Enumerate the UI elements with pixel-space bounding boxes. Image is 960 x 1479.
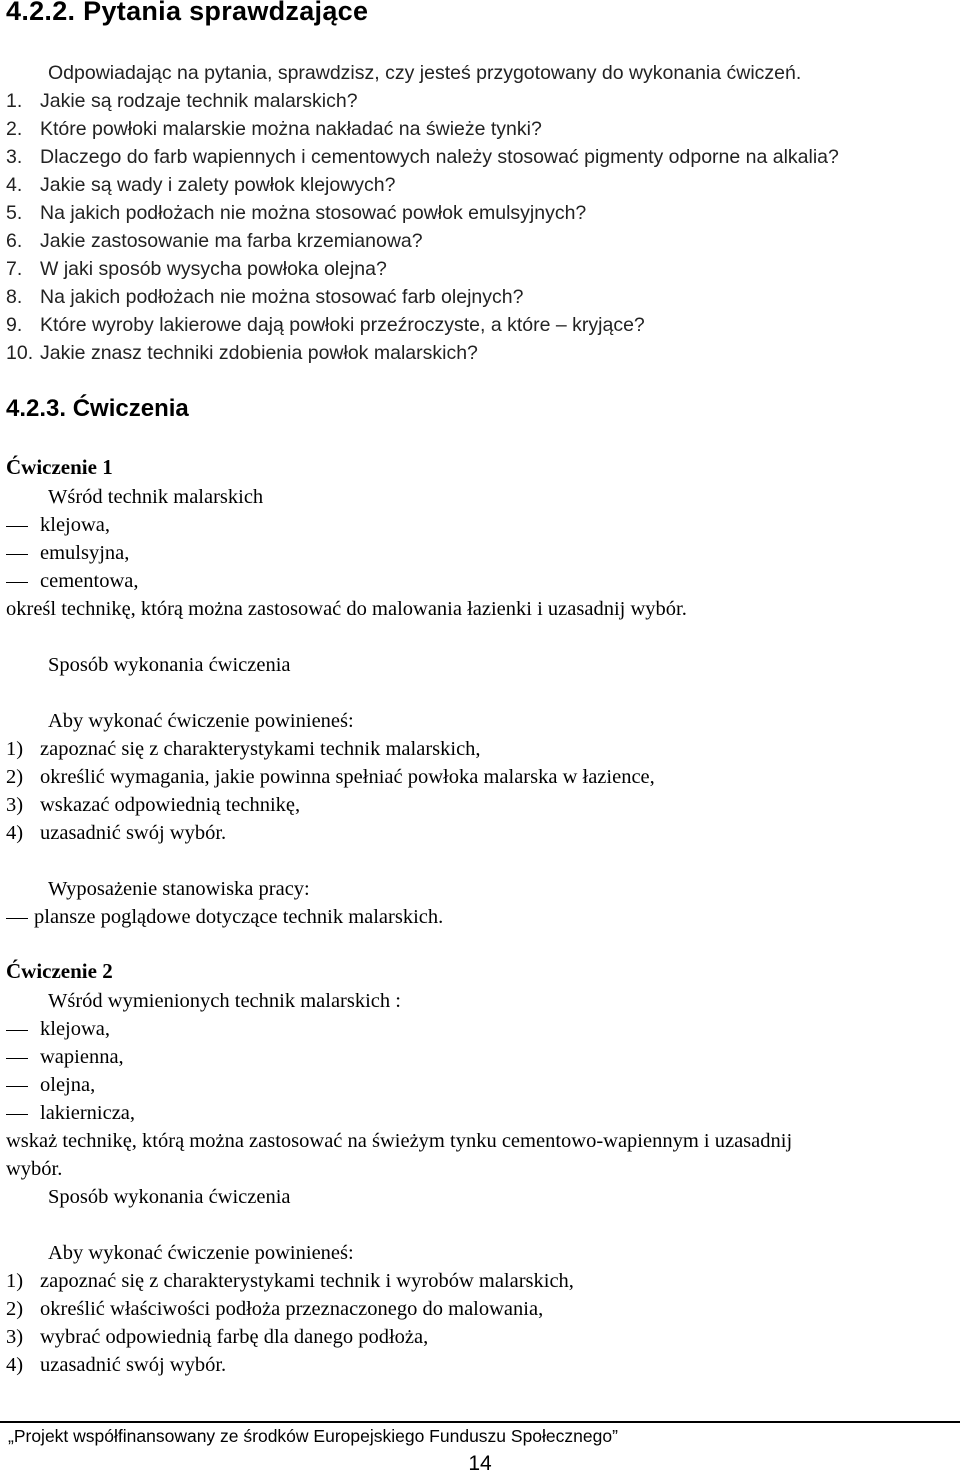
question-text: Jakie są wady i zalety powłok klejowych? (40, 174, 396, 196)
question-number: 10. (6, 342, 34, 364)
question-number: 6. (6, 230, 23, 252)
exercise-1-step: 1) zapoznać się z charakterystykami technik malarskich, (6, 738, 481, 760)
question-number: 9. (6, 314, 23, 336)
question-text: Na jakich podłożach nie można stosować farb olejnych? (40, 286, 524, 308)
dash-bullet-icon (6, 539, 40, 567)
exercise-2-option: klejowa, (6, 1015, 110, 1043)
exercise-2-task: wskaż technikę, którą można zastosować na świeżym tynku cementowo-wapiennym i uzasadnij (6, 1130, 793, 1152)
exercise-1-option: klejowa, (6, 511, 110, 539)
exercise-2-step: 2) określić właściwości podłoża przeznaczonego do malowania, (6, 1298, 544, 1320)
question-item (6, 143, 839, 171)
exercise-1-equipment-item: plansze poglądowe dotyczące technik malarskich. (6, 903, 443, 931)
question-text: Jakie znasz techniki zdobienia powłok malarskich? (40, 342, 478, 364)
question-text: Na jakich podłożach nie można stosować powłok emulsyjnych? (40, 202, 587, 224)
question-number: 4. (6, 174, 23, 196)
dash-bullet-icon (6, 567, 40, 595)
question-item (6, 171, 396, 199)
question-item (6, 339, 478, 367)
section-heading-exercises: 4.2.3. Ćwiczenia (6, 395, 189, 422)
exercise-2-option: lakiernicza, (6, 1099, 135, 1127)
exercise-2-step: 3) wybrać odpowiednią farbę dla danego podłoża, (6, 1326, 429, 1348)
exercise-2-intro: Wśród wymienionych technik malarskich : (48, 990, 401, 1012)
exercise-2-step: 4) uzasadnić swój wybór. (6, 1354, 227, 1376)
question-text: Które wyroby lakierowe dają powłoki przeźroczyste, a które – kryjące? (40, 314, 645, 336)
exercise-1-title: Ćwiczenie 1 (6, 455, 113, 479)
exercise-1-option: emulsyjna, (6, 539, 129, 567)
questions-intro: Odpowiadając na pytania, sprawdzisz, czy jesteś przygotowany do wykonania ćwiczeń. (48, 62, 802, 84)
question-item (6, 199, 586, 227)
exercise-2-option: olejna, (6, 1071, 95, 1099)
question-number: 1. (6, 90, 23, 112)
exercise-2-title: Ćwiczenie 2 (6, 959, 113, 983)
exercise-2-step: 1) zapoznać się z charakterystykami technik i wyrobów malarskich, (6, 1270, 574, 1292)
exercise-2-task-continued: wybór. (6, 1158, 63, 1180)
dash-bullet-icon (6, 1043, 40, 1071)
question-text: Jakie są rodzaje technik malarskich? (40, 90, 358, 112)
question-item (6, 87, 358, 115)
dash-bullet-icon (6, 1071, 40, 1099)
exercise-2-steps-intro: Aby wykonać ćwiczenie powinieneś: (48, 1242, 354, 1264)
question-number: 3. (6, 146, 23, 168)
dash-bullet-icon (6, 1099, 40, 1127)
section-heading-questions: 4.2.2. Pytania sprawdzające (6, 0, 369, 26)
exercise-1-option: cementowa, (6, 567, 138, 595)
exercise-1-steps-intro: Aby wykonać ćwiczenie powinieneś: (48, 710, 354, 732)
question-text: Jakie zastosowanie ma farba krzemianowa? (40, 230, 423, 252)
dash-bullet-icon (6, 903, 34, 931)
exercise-1-method-heading: Sposób wykonania ćwiczenia (48, 654, 291, 676)
question-text: W jaki sposób wysycha powłoka olejna? (40, 258, 387, 280)
question-text: Które powłoki malarskie można nakładać na świeże tynki? (40, 118, 542, 140)
exercise-1-step: 3) wskazać odpowiednią technikę, (6, 794, 301, 816)
question-number: 5. (6, 202, 23, 224)
footer-project-text: „Projekt współfinansowany ze środków Europejskiego Funduszu Społecznego” (8, 1426, 618, 1446)
exercise-1-step: 2) określić wymagania, jakie powinna spełniać powłoka malarska w łazience, (6, 766, 655, 788)
exercise-2-method-heading: Sposób wykonania ćwiczenia (48, 1186, 291, 1208)
question-text: Dlaczego do farb wapiennych i cementowych należy stosować pigmenty odporne na alkalia? (40, 146, 839, 168)
exercise-1-step: 4) uzasadnić swój wybór. (6, 822, 227, 844)
question-number: 8. (6, 286, 23, 308)
question-number: 2. (6, 118, 23, 140)
exercise-2-option: wapienna, (6, 1043, 124, 1071)
question-number: 7. (6, 258, 23, 280)
exercise-1-equipment-heading: Wyposażenie stanowiska pracy: (48, 878, 310, 900)
question-item (6, 255, 387, 283)
question-item (6, 115, 542, 143)
question-item (6, 311, 645, 339)
dash-bullet-icon (6, 511, 40, 539)
exercise-1-task: określ technikę, którą można zastosować do malowania łazienki i uzasadnij wybór. (6, 598, 687, 620)
exercise-1-intro: Wśród technik malarskich (48, 486, 264, 508)
footer-divider (0, 1421, 960, 1423)
dash-bullet-icon (6, 1015, 40, 1043)
question-item (6, 227, 423, 255)
page-number: 14 (468, 1452, 492, 1475)
question-item (6, 283, 523, 311)
